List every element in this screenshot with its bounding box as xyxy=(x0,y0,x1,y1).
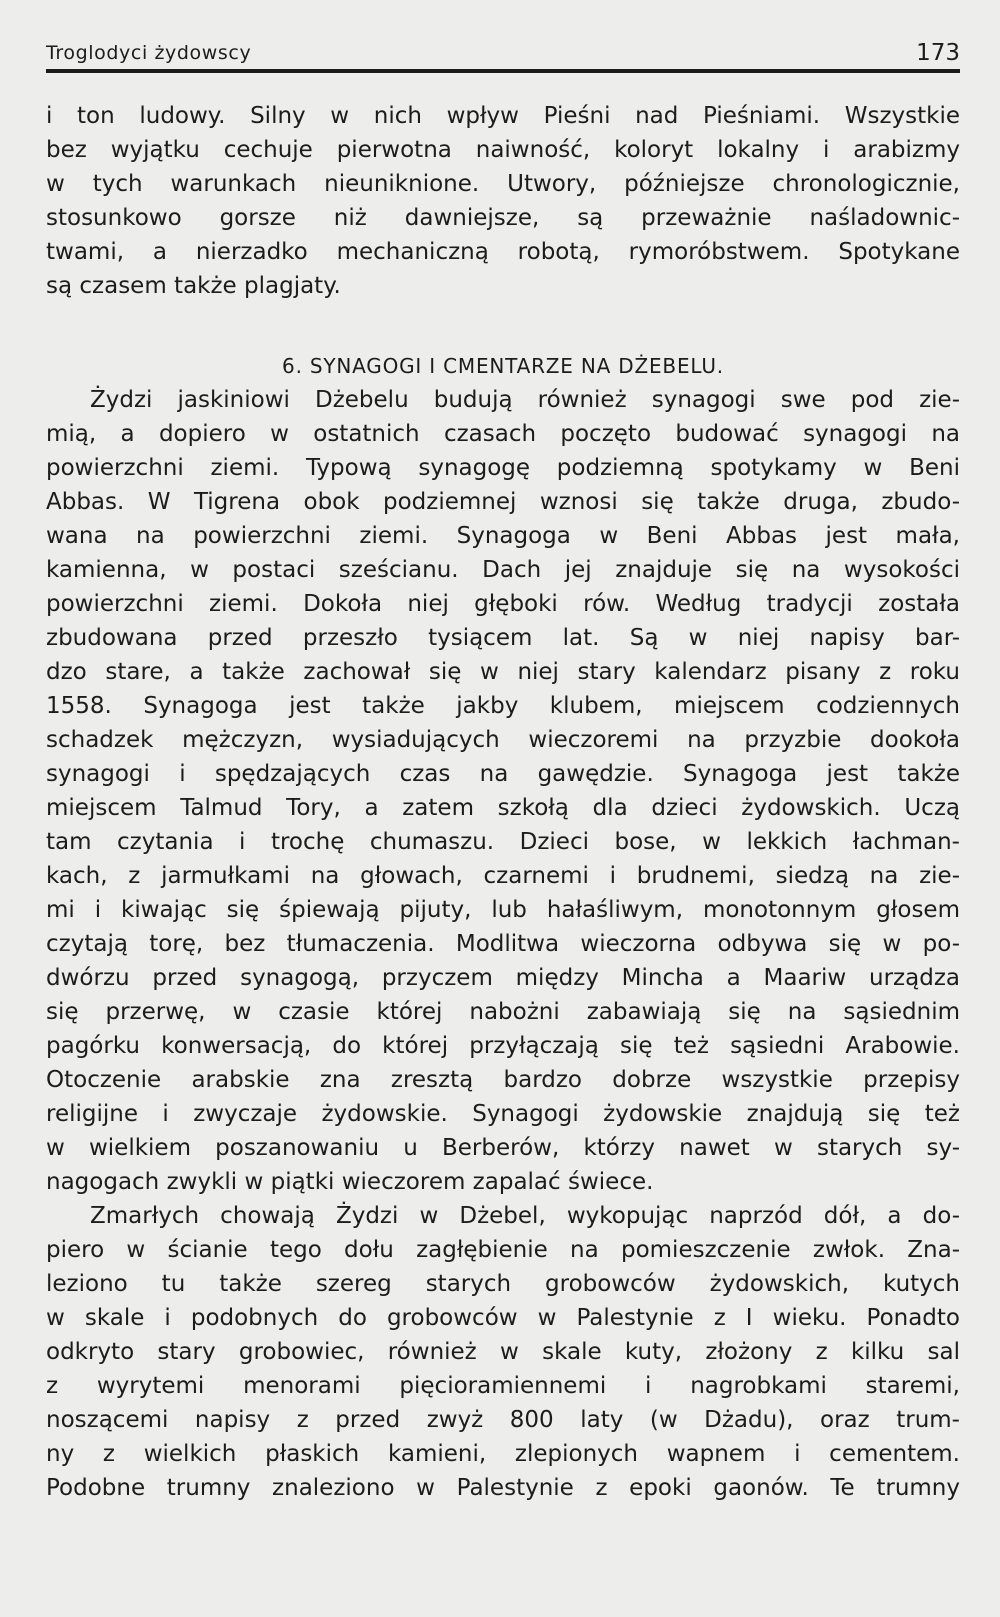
text-line: z wyrytemi menorami pięcioramiennemi i nagrobkami staremi, xyxy=(46,1373,960,1399)
text-line: synagogi i spędzających czas na gawędzie. Synagoga jest także xyxy=(46,761,960,787)
text-line: w wielkiem poszanowaniu u Berberów, którzy nawet w starych sy- xyxy=(46,1135,960,1161)
text-line: się przerwę, w czasie której nabożni zabawiają się na sąsiednim xyxy=(46,999,960,1025)
paragraph-3 xyxy=(46,1199,960,1505)
page-number: 173 xyxy=(916,40,960,66)
text-line: 1558. Synagoga jest także jakby klubem, miejscem codziennych xyxy=(46,693,960,719)
text-line: twami, a nierzadko mechaniczną robotą, rymoróbstwem. Spotykane xyxy=(46,239,960,265)
text-line: bez wyjątku cechuje pierwotna naiwność, koloryt lokalny i arabizmy xyxy=(46,137,960,163)
page-header xyxy=(46,36,960,70)
text-line: miejscem Talmud Tory, a zatem szkołą dla dzieci żydowskich. Uczą xyxy=(46,795,960,821)
running-title: Troglodyci żydowscy xyxy=(46,42,252,64)
text-line: ny z wielkich płaskich kamieni, zlepionych wapnem i cementem. xyxy=(46,1441,960,1467)
text-line: czytają torę, bez tłumaczenia. Modlitwa wieczorna odbywa się w po- xyxy=(46,931,960,957)
text-line: pagórku konwersacją, do której przyłączają się też sąsiedni Arabowie. xyxy=(46,1033,960,1059)
text-line: mią, a dopiero w ostatnich czasach poczęto budować synagogi na xyxy=(46,421,960,447)
text-line: noszącemi napisy z przed zwyż 800 laty (w Dżadu), oraz trum- xyxy=(46,1407,960,1433)
text-line: w skale i podobnych do grobowców w Palestynie z I wieku. Ponadto xyxy=(46,1305,960,1331)
text-line: w tych warunkach nieuniknione. Utwory, późniejsze chronologicznie, xyxy=(46,171,960,197)
text-line: powierzchni ziemi. Typową synagogę podziemną spotykamy w Beni xyxy=(46,455,960,481)
text-line: kach, z jarmułkami na głowach, czarnemi i brudnemi, siedzą na zie- xyxy=(46,863,960,889)
text-line: stosunkowo gorsze niż dawniejsze, są przeważnie naśladownic- xyxy=(46,205,960,231)
section-heading: 6. SYNAGOGI I CMENTARZE NA DŻEBELU. xyxy=(282,354,724,378)
paragraph-1 xyxy=(46,99,960,303)
text-line: nagogach zwykli w piątki wieczorem zapalać świece. xyxy=(46,1169,654,1195)
text-line: odkryto stary grobowiec, również w skale kuty, złożony z kilku sal xyxy=(46,1339,960,1365)
text-line: są czasem także plagjaty. xyxy=(46,273,341,299)
text-line: Abbas. W Tigrena obok podziemnej wznosi się także druga, zbudo- xyxy=(46,489,960,515)
page-body xyxy=(46,99,960,1505)
paragraph-2 xyxy=(46,383,960,1199)
header-rule xyxy=(46,69,960,73)
text-line: kamienna, w postaci sześcianu. Dach jej znajduje się na wysokości xyxy=(46,557,960,583)
text-line: tam czytania i trochę chumaszu. Dzieci bose, w lekkich łachman- xyxy=(46,829,960,855)
text-line: Podobne trumny znaleziono w Palestynie z epoki gaonów. Te trumny xyxy=(46,1475,960,1501)
text-line: powierzchni ziemi. Dokoła niej głęboki rów. Według tradycji została xyxy=(46,591,960,617)
text-line: wana na powierzchni ziemi. Synagoga w Beni Abbas jest mała, xyxy=(46,523,960,549)
spacer xyxy=(46,303,960,349)
text-line: Zmarłych chowają Żydzi w Dżebel, wykopując naprzód dół, a do- xyxy=(90,1203,960,1229)
text-line: Żydzi jaskiniowi Dżebelu budują również synagogi swe pod zie- xyxy=(90,387,960,413)
text-line: piero w ścianie tego dołu zagłębienie na pomieszczenie zwłok. Zna- xyxy=(46,1237,960,1263)
text-line: i ton ludowy. Silny w nich wpływ Pieśni nad Pieśniami. Wszystkie xyxy=(46,103,960,129)
text-line: Otoczenie arabskie zna zresztą bardzo dobrze wszystkie przepisy xyxy=(46,1067,960,1093)
text-line: mi i kiwając się śpiewają pijuty, lub hałaśliwym, monotonnym głosem xyxy=(46,897,960,923)
text-line: zbudowana przed przeszło tysiącem lat. Są w niej napisy bar- xyxy=(46,625,960,651)
text-line: religijne i zwyczaje żydowskie. Synagogi żydowskie znajdują się też xyxy=(46,1101,960,1127)
text-line: leziono tu także szereg starych grobowców żydowskich, kutych xyxy=(46,1271,960,1297)
text-line: dzo stare, a także zachował się w niej stary kalendarz pisany z roku xyxy=(46,659,960,685)
text-line: dwórzu przed synagogą, przyczem między Mincha a Maariw urządza xyxy=(46,965,960,991)
text-line: schadzek mężczyzn, wysiadujących wieczoremi na przyzbie dookoła xyxy=(46,727,960,753)
